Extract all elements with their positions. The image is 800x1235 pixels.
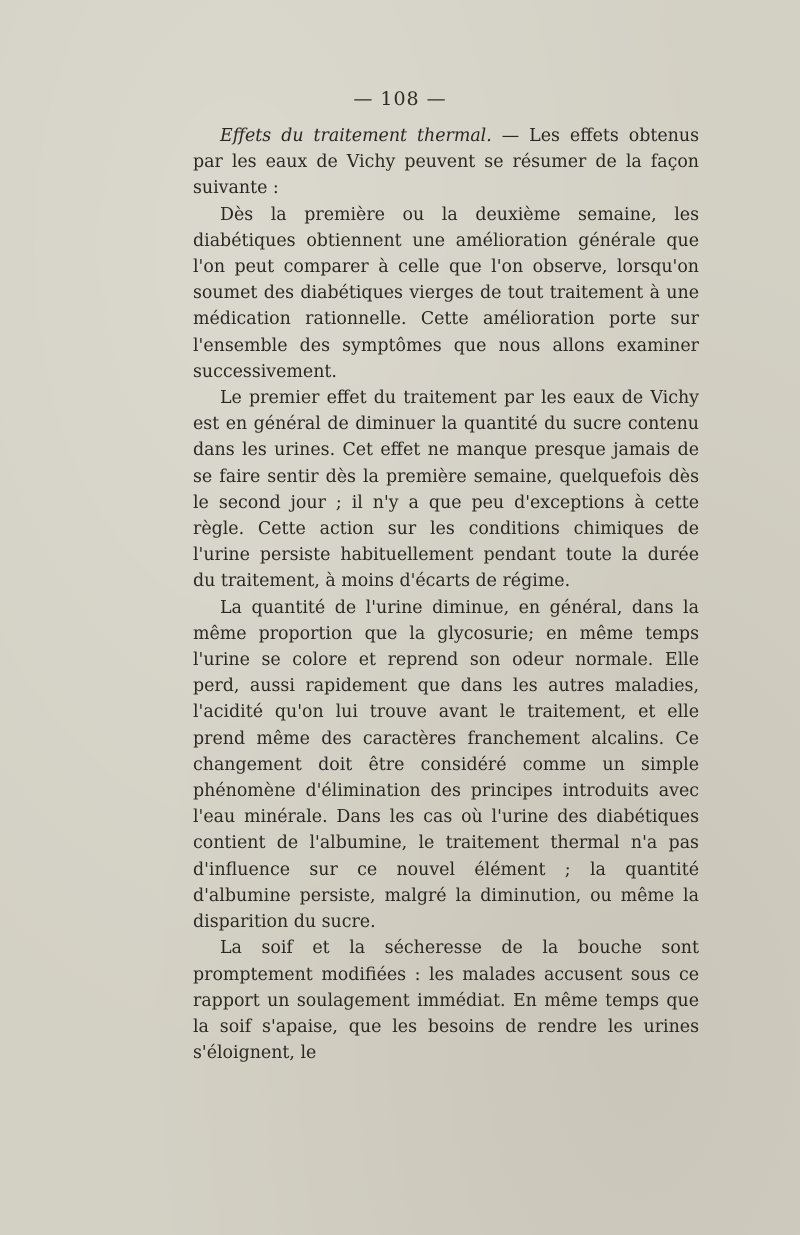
- section-intro: — Les effets obtenus par les eaux de Vichy peuvent se résumer de la façon suivante :: [193, 126, 699, 199]
- body-text: [193, 123, 699, 1066]
- paragraph: Dès la première ou la deuxième semaine, les diabétiques obtiennent une amélioration générale que l'on peut comparer à celle que l'on observe, lorsqu'on soumet des diabétiques vierges de tout traitement à une médication rationnelle. Cette amélioration porte sur l'ensemble des symptômes que nous allons examiner successivement.: [193, 204, 699, 382]
- section-title: Effets du traitement thermal.: [220, 126, 492, 146]
- paragraph: La soif et la sécheresse de la bouche sont promptement modifiées : les malades accusent sous ce rapport un soulagement immédiat. En même temps que la soif s'apaise, que les besoins de rendre les urines s'éloignent, le: [193, 938, 699, 1064]
- paragraph: Le premier effet du traitement par les eaux de Vichy est en général de diminuer la quantité du sucre contenu dans les urines. Cet effet ne manque presque jamais de se faire sentir dès la première semaine, quelquefois dès le second jour ; il n'y a que peu d'exceptions à cette règle. Cette action sur les conditions chimiques de l'urine persiste habituellement pendant toute la durée du traitement, à moins d'écarts de régime.: [193, 388, 699, 592]
- paragraph-intro: [193, 123, 699, 202]
- page-number: — 108 —: [353, 88, 447, 110]
- paragraph: La quantité de l'urine diminue, en général, dans la même proportion que la glycosurie; en même temps l'urine se colore et reprend son odeur normale. Elle perd, aussi rapidement que dans les autres maladies, l'acidité qu'on lui trouve avant le traitement, et elle prend même des caractères franchement alcalins. Ce changement doit être considéré comme un simple phénomène d'élimination des principes introduits avec l'eau minérale. Dans les cas où l'urine des diabétiques contient de l'albumine, le traitement thermal n'a pas d'influence sur ce nouvel élément ; la quantité d'albumine persiste, malgré la diminution, ou même la disparition du sucre.: [193, 597, 699, 933]
